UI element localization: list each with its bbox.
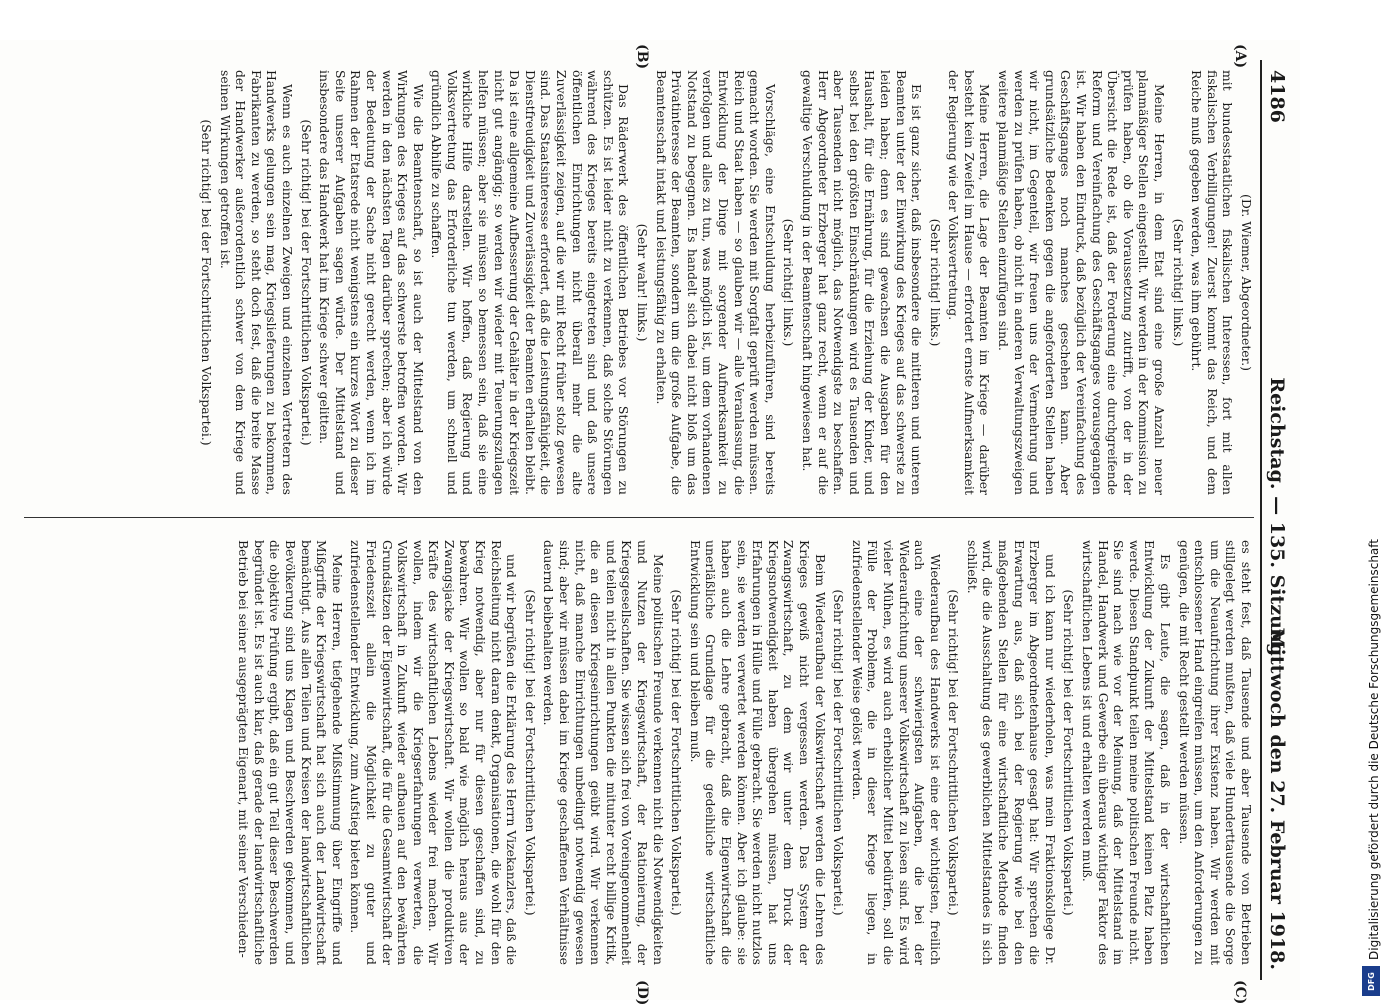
interjection: (Sehr wahr! links.) <box>635 223 651 342</box>
margin-marker-d: (D) <box>634 980 650 1005</box>
page-number: 4186 <box>1266 70 1288 123</box>
paragraph: Meine Herren, in dem Etat sind eine große Anzahl neuer planmäßiger Stellen eingestellt. Wir werden in der Kommission zu prüfen haben, ob die Voraussetzung zutrifft, von der in der Übersicht die Rede ist, daß der Forderung eine durchgreifende Reform und Vereinfachung des Geschäftsganges vorausgegangen ist. Wir haben den Eindruck, daß bezüglich der Vereinfachung des Geschäftsganges noch manches geschehen kann. Aber grundsätzliche Bedenken gegen die angeforderten Stellen haben wir nicht, im Gegenteil, wir freuen uns der Vermehrung und werden zu prüfen haben, ob nicht in anderen Verwaltungszweigen weitere planmäßige Stellen einzufügen sind. <box>996 70 1168 495</box>
margin-marker-b: (B) <box>634 44 650 70</box>
paragraph: Es gibt Leute, die sagen, daß in der wirtschaftlichen Entwicklung der Zukunft der Mittelstand keinen Platz haben werde. Diesen Standpunkt teilen meine politischen Freunde nicht. Sie sind nach wie vor der Meinung, daß der Mittelstand im Handel, Handwerk und Gewerbe ein überaus wichtiger Faktor des wirtschaftlichen Lebens ist und erhalten werden muß. <box>1080 540 1174 965</box>
interjection: (Sehr richtig! bei der Fortschrittlichen Volkspartei.) <box>298 119 314 446</box>
paragraph: Wenn es auch einzelnen Zweigen und einzelnen Vertretern des Handwerks gelungen sein mag, Kriegslieferungen zu bekommen, Fabrikanten zu werden, so steht doch fest, daß die breite Masse der Handwerker außerordentlich schwer von dem Kriege und seinen Wirkungen getroffen ist. <box>217 70 295 495</box>
header-date: Mittwoch den 27. Februar 1918. <box>1266 627 1288 970</box>
paragraph: (Dr. Wiemer, Abgeordneter.) <box>1239 194 1254 371</box>
dfg-logo-icon <box>1362 966 1380 996</box>
header-title: Reichstag. — 135. Sitzung. <box>1266 377 1288 663</box>
right-column <box>24 540 1254 965</box>
paragraph: Vorschläge, eine Entschuldung herbeizuführen, sind bereits gemacht worden. Sie werden mit Sorgfalt geprüft werden müssen. Reich und Staat haben — so glauben wir — alle Veranlassung, die Entwicklung der Dinge mit sorgender Aufmerksamkeit zu verfolgen und alles zu tun, was möglich ist, um dem vorhandenen Notstand zu begegnen. Es handelt sich dabei nicht bloß um das Privatinteresse der Beamten, sondern um die große Aufgabe, die Beamtenschaft intakt und leistungsfähig zu erhalten. <box>653 70 778 495</box>
credit-text: Digitalisierung gefördert durch die Deutsche Forschungsgemeinschaft <box>1367 538 1381 960</box>
paragraph: Wiederaufbau des Handwerks ist eine der wichtigsten, freilich auch eine der schwierigsten Aufgaben, die bei der Wiederaufrichtung unserer Volkswirtschaft zu lösen sind. Es wird vieler Mühen, es wird auch erheblicher Mittel bedürfen, soll die Fülle der Probleme, die in dieser Kriege liegen, in zufriedenstellender Weise gelöst werden. <box>849 540 943 965</box>
paragraph: Wie die Beamtenschaft, so ist auch der Mittelstand von den Wirkungen des Krieges auf das schwerste betroffen worden. Wir werden in den nächsten Tagen darüber sprechen; aber ich würde der Bedeutung der Sache nicht gerecht werden, wenn ich im Rahmen der Etatsrede nicht wenigstens ein kurzes Wort zu dieser Seite unserer Aufgaben sagen würde. Der Mittelstand und insbesondere das Handwerk hat im Kriege schwer gelitten. <box>317 70 426 495</box>
document-page <box>0 40 1300 1005</box>
interjection: (Sehr richtig! links.) <box>1170 218 1186 347</box>
margin-marker-a: (A) <box>1232 44 1248 69</box>
paragraph: und ich kann nur wiederholen, was mein Fraktionskollege Dr. Erzberger im Abgeordnetenhause gesagt hat: Wir sprechen die Erwartung aus, daß sich bei der Regierung wie bei den maßgebenden Stellen für eine wirtschaftliche Methode finden wird, die die Ausschaltung des gewerblichen Mittelstandes in sich schließt. <box>964 540 1058 965</box>
paragraph: mit bundesstaatlichen fiskalischen Interessen, fort mit allen fiskalischen Verbilligungen! Zuerst kommt das Reich, und dem Reiche muß gegeben werden, was ihm gebührt. <box>1189 70 1236 495</box>
dfg-logo-text: DFG <box>1366 971 1376 991</box>
margin-marker-c: (C) <box>1232 980 1248 1005</box>
interjection: (Sehr richtig! bei der Fortschrittlichen Volkspartei.) <box>522 589 538 916</box>
paragraph: Meine politischen Freunde verkennen nicht die Notwendigkeiten und Nutzen der Kriegswirtschaft, der Rationierung, der Kriegsgesellschaften. Sie wissen sich frei von Voreingenommenheit und teilen nicht in allen Punkten die mitunter recht billige Kritik, die an diesen Kriegseinrichtungen geübt wird. Wir verkennen nicht, daß manche Einrichtungen unbedingt notwendig gewesen sind; aber wir müssen dabei im Kriege geschaffenen Verhältnisse dauernd beibehalten werden. <box>541 540 666 965</box>
interjection: (Sehr richtig! bei der Fortschrittlichen Volkspartei.) <box>831 589 847 916</box>
interjection: (Sehr richtig! links.) <box>781 218 797 347</box>
paragraph: Beim Wiederaufbau der Volkswirtschaft werden die Lehren des Krieges gewiß nicht vergessen werden. Das System der Zwangswirtschaft, zu dem wir unter dem Druck der Kriegsnotwendigkeit haben übergehen müssen, hat uns Erfahrungen in Hülle und Fülle gebracht. Sie werden nicht nutzlos sein, sie werden verwertet werden können. Aber ich glaube: sie haben auch die Lehre gebracht, daß die Eigenwirtschaft die unerläßliche Grundlage für die gedeihliche wirtschaftliche Entwicklung sein und bleiben muß. <box>687 540 828 965</box>
page-header <box>1260 60 1290 980</box>
paragraph: und wir begrüßen die Erklärung des Herrn Vizekanzlers, daß die Reichsleitung nicht daran denkt, Organisationen, die wohl für den Krieg notwendig, aber nur für diesen geschaffen sind, zu bewahren. Wir wollen so bald wie möglich heraus aus der Zwangsjacke der Kriegswirtschaft. Wir wollen die produktiven Kräfte des wirtschaftlichen Lebens wieder frei machen. Wir wollen, indem wir die Kriegserfahrungen verwerten, die Volkswirtschaft in Zukunft wieder aufbauen auf den bewährten Grundsätzen der Eigenwirtschaft, die für die Gesamtwirtschaft der Friedenszeit allein die Möglichkeit zu guter und zufriedenstellender Entwicklung, zum Aufstieg bieten können. <box>348 540 520 965</box>
digitization-credit <box>1361 0 1383 1000</box>
interjection: (Sehr richtig! bei der Fortschrittlichen Volkspartei.) <box>946 589 962 916</box>
left-column <box>24 70 1254 495</box>
paragraph: Meine Herren, tiefgehende Mißstimmung über Eingriffe und Mißgriffe der Kriegswirtschaft hat sich auch der Landwirtschaft bemächtigt. Aus allen Teilen und Kreisen der landwirtschaftlichen Bevölkerung sind uns Klagen und Beschwerden gekommen, und die objektive Prüfung ergibt, daß ein gut Teil dieser Beschwerden begründet ist. Es ist auch klar, daß gerade der landwirtschaftliche Betrieb bei seiner ausgeprägten Eigenart, mit seiner Verschieden- <box>236 540 345 965</box>
paragraph: es steht fest, daß Tausende und aber Tausende von Betrieben stillgelegt werden mußten, daß viele Hunderttausende die Sorge um die Neuaufrichtung ihrer Existenz haben. Wir werden mit entschlossener Hand eingreifen müssen, um den Anforderungen zu genügen, die mit Recht gestellt werden müssen. <box>1176 540 1254 965</box>
column-divider <box>24 517 1254 518</box>
interjection: (Sehr richtig! links.) <box>927 218 943 347</box>
paragraph: Meine Herren, die Lage der Beamten im Kriege — darüber besteht kein Zweifel im Hause — erfordert ernste Aufmerksamkeit der Regierung wie der Volksvertretung. <box>946 70 993 495</box>
paragraph: Es ist ganz sicher, daß insbesondere die mittleren und unteren Beamten unter der Einwirkung des Krieges auf das schwerste zu leiden haben; denn es sind gewachsen die Ausgaben für den Haushalt, für die Ernährung, für die Erziehung der Kinder, und selbst bei den größten Einschränkungen wird es Tausenden und aber Tausenden nicht möglich, das Notwendigste zu beschaffen. Herr Abgeordneter Erzberger hat ganz recht, wenn er auf die gewaltige Verschuldung in der Beamtenschaft hingewiesen hat. <box>799 70 925 495</box>
paragraph: Das Räderwerk des öffentlichen Betriebes vor Störungen zu schützen. Es ist leider nicht zu verkennen, daß solche Störungen während des Krieges bereits eingetreten sind und daß unsere öffentlichen Einrichtungen nicht überall mehr die alte Zuverlässigkeit zeigen, auf die wir mit Recht früher stolz gewesen sind. Das Staatsinteresse erfordert, daß die Leistungsfähigkeit, die Dienstfreudigkeit und Zuverlässigkeit der Beamten erhalten bleibt. Da ist eine allgemeine Aufbesserung der Gehälter in der Kriegszeit nicht gut angängig; so werden wir wieder mit Teuerungszulagen helfen müssen; aber sie müssen so bemessen sein, daß sie eine wirkliche Hilfe darstellen. Wir hoffen, daß Regierung und Volksvertretung das Erforderliche tun werden, um schnell und gründlich Abhilfe zu schaffen. <box>429 70 632 495</box>
interjection: (Sehr richtig! bei der Fortschrittlichen Volkspartei.) <box>199 119 214 446</box>
interjection: (Sehr richtig! bei der Fortschrittlichen Volkspartei.) <box>1061 589 1077 916</box>
interjection: (Sehr richtig! bei der Fortschrittlichen Volkspartei.) <box>669 589 685 916</box>
